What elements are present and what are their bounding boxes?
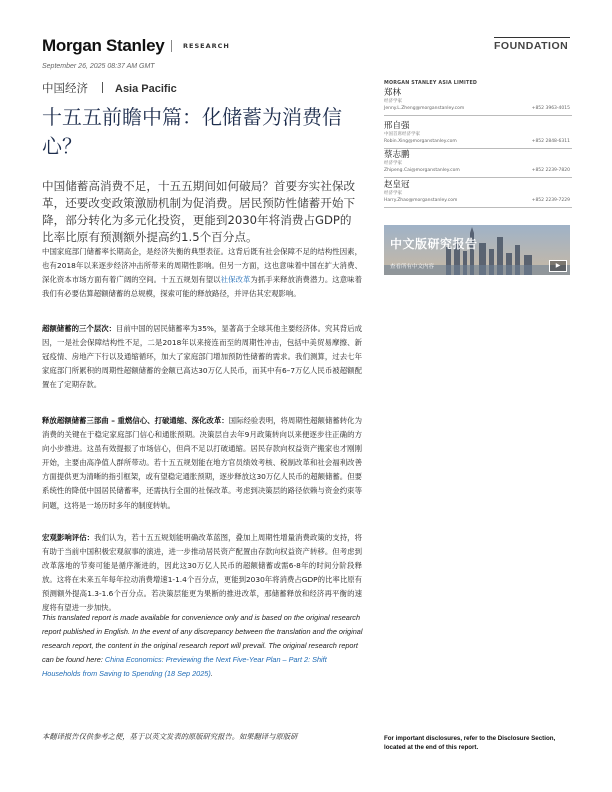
section-label: 中国经济 [42, 81, 88, 95]
social-security-link[interactable]: 社保改革 [220, 275, 251, 285]
p1-text: 中国家庭部门储蓄率长期高企，是经济失衡的典型表征。这背后既有社会保障不足的结构性因素，也有2018年以来逐步经济冲击所带来的周期性影响。但另一方面，这也意味着中国在扩大消费、深化资本市场方面有着广阔的空间。十五五规划有望以 [42, 247, 362, 285]
chinese-reports-banner[interactable] [384, 225, 570, 275]
report-kicker [42, 80, 177, 96]
body-paragraph-2 [42, 322, 362, 392]
p3-heading: 释放超额储蓄三部曲 – 重燃信心、打破通缩、深化改革： [42, 416, 229, 425]
body-paragraph-3 [42, 414, 362, 513]
author-email[interactable]: Zhipeng.Cai@morganstanley.com [384, 168, 460, 173]
translation-disclaimer-cn: 本翻译报告仅供参考之便，基于以英文发表的原版研究报告。如果翻译与原版研 [42, 732, 298, 741]
author-name: 邢自强 [384, 121, 410, 131]
author-name: 郑林 [384, 88, 402, 98]
author-contact [384, 138, 572, 149]
author-name: 赵皇冠 [384, 180, 410, 190]
author-contact [384, 105, 572, 116]
author-role: 中国首席经济学家 [384, 132, 420, 137]
foundation-rule [494, 37, 570, 38]
banner-subtitle: 查看所有中文内容 [390, 264, 435, 270]
author-role: 经济学家 [384, 99, 402, 104]
author-card [384, 150, 572, 178]
p3-text: 国际经验表明，将周期性超额储蓄转化为消费的关键在于稳定家庭部门信心和通胀预期。决策层自去年9月政策转向以来便逐步往正确的方向小步推进。这虽有效提振了市场信心，但尚不足以打破通缩。居民存款向权益资产搬家也才刚刚开始，主要由高净值人群所带动。若十五五规划能在地方官员绩效考核、税制改革和社会福利改善方面提供更为清晰的指引框架，或有望稳定通胀预期，逐步释放这30万亿人民币的超额储蓄。但要系统性的降低中国居民储蓄率，还需执行全面的社保改革。考虑到决策层的路径依赖与资金约束等问题，这将是一场历时多年的制度转轨。 [42, 416, 362, 510]
author-contact [384, 197, 572, 208]
author-email[interactable]: Robin.Xing@morganstanley.com [384, 139, 457, 144]
author-contact [384, 167, 572, 178]
disclaimer-text: This translated report is made available for convenience only and is based on the original research report published in English. In the event of any discrepancy between the translation and the original research report, the content in the original research report will prevail. The original research report can be found here: [42, 613, 363, 665]
p2-text: 目前中国的居民储蓄率为35%，显著高于全球其他主要经济体。究其背后成因，一是社会保障结构性不足，二是2018年以来接连而至的周期性冲击，包括中美贸易摩擦、新冠疫情、房地产下行以及通缩循环，加大了家庭部门增加预防性储蓄的需求。我们测算，过去七年家庭部门所累积的周期性超额储蓄的金额已高达30万亿人民币，而其中有6–7万亿人民币被超额配置在了定期存款。 [42, 324, 362, 390]
author-role: 经济学家 [384, 191, 402, 196]
author-role: 经济学家 [384, 161, 402, 166]
author-card [384, 180, 572, 208]
translation-disclaimer [42, 611, 367, 681]
author-email[interactable]: Jenny.L.Zheng@morganstanley.com [384, 106, 465, 111]
p1-rest: 为抓手来释放消费潜力。这意味着我们有必要估算超额储蓄的总规模，探索可能的释放路径，并评估其宏观影响。 [42, 275, 362, 299]
author-phone: +852 2848-6311 [531, 139, 570, 144]
research-label: RESEARCH [183, 42, 230, 50]
body-paragraph-4 [42, 531, 362, 616]
page-title: 十五五前瞻中篇：化储蓄为消费信心？ [42, 105, 342, 158]
original-report-link[interactable]: China Economics: Previewing the Next Five-Year Plan – Part 2: Shift Households from Saving to Spending (18 Sep 2025) [42, 655, 327, 679]
p2-heading: 超额储蓄的三个层次： [42, 324, 117, 333]
author-phone: +852 2239-7820 [531, 168, 570, 173]
author-card [384, 88, 572, 116]
author-phone: +852 3963-4015 [531, 106, 570, 111]
author-card [384, 121, 572, 149]
important-disclosures-note: For important disclosures, refer to the Disclosure Section, located at the end of this report. [384, 735, 556, 751]
author-phone: +852 2239-7229 [531, 198, 570, 203]
author-name: 蔡志鹏 [384, 150, 410, 160]
author-email[interactable]: Harry.Zhao@morganstanley.com [384, 198, 458, 203]
p4-text: 我们认为，若十五五规划能明确改革蓝图，叠加上周期性增量消费政策的支持，将有助于当前中国积极宏观叙事的演进，进一步推动居民资产配置由存款向权益资产转移。但考虑到改革落地的节奏可能是循序渐进的，因此这30万亿人民币的超额储蓄或需6-8年的时间分阶段释放。这将在未来五年每年拉动消费增速1-1.4个百分点，更能到2030年将消费占GDP的比率比原有预测额外提高1.3-1.6个百分点。若决策层能更为果断的推进改革，那储蓄释放和经济再平衡的速度将有望进一步加快。 [42, 533, 362, 613]
region-label: Asia Pacific [115, 83, 177, 95]
lead-paragraph: 中国储蓄高消费不足，十五五期间如何破局？首要夯实社保改革，还要改变政策激励机制为促消费。居民预防性储蓄开始下降，部分转化为多元化投资，更能到2030年将消费占GDP的比率比原有预测额外提高约1.5个百分点。 [42, 179, 356, 244]
logo-divider [171, 40, 172, 52]
arrow-right-icon[interactable]: ▶ [549, 260, 567, 272]
banner-title: 中文版研究报告 [390, 237, 478, 251]
publish-date: September 26, 2025 08:37 AM GMT [42, 63, 155, 70]
morgan-stanley-logo: Morgan Stanley [42, 36, 165, 55]
kicker-divider [102, 82, 103, 93]
body-paragraph-1 [42, 245, 362, 301]
foundation-label: FOUNDATION [494, 40, 569, 52]
p4-heading: 宏观影响评估： [42, 533, 95, 542]
disclaimer-end: . [210, 669, 213, 679]
firm-name: MORGAN STANLEY ASIA LIMITED [384, 81, 478, 86]
